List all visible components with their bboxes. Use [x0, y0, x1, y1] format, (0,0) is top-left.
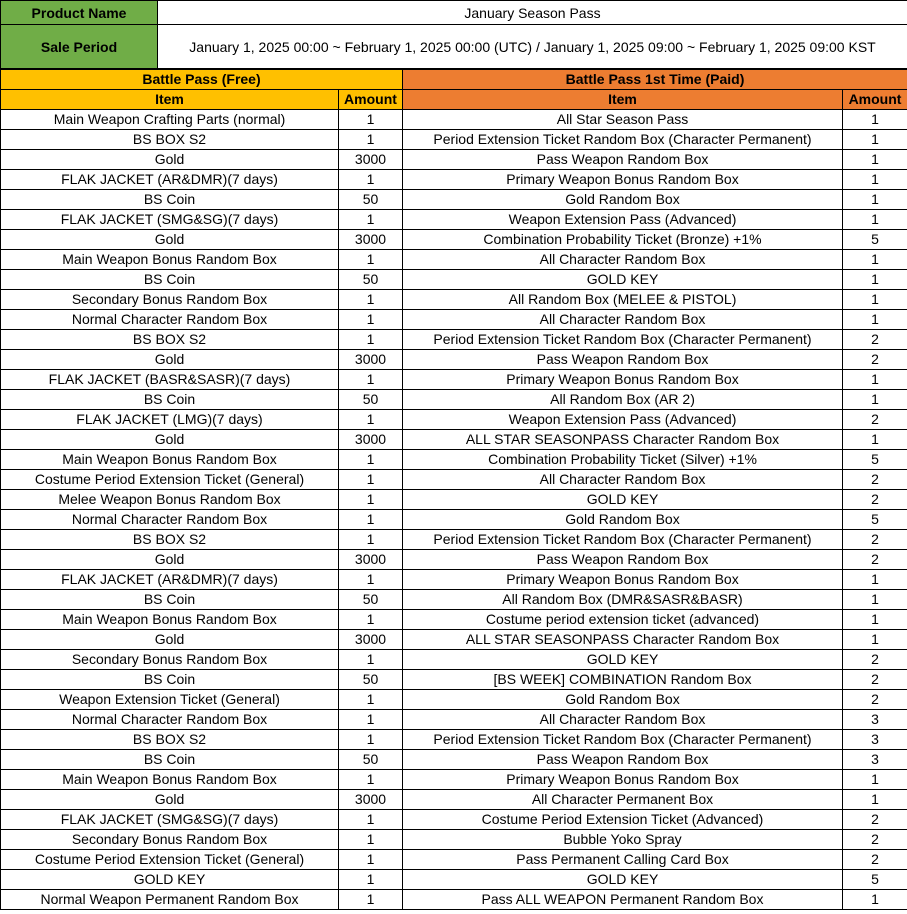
free-amount-cell: 50: [339, 270, 403, 290]
table-row: [1, 430, 907, 450]
paid-item-cell: All Character Random Box: [403, 470, 843, 490]
table-row: [1, 650, 907, 670]
table-row: [1, 790, 907, 810]
free-amount-cell: 1: [339, 570, 403, 590]
paid-item-cell: Primary Weapon Bonus Random Box: [403, 770, 843, 790]
free-amount-cell: 1: [339, 130, 403, 150]
paid-amount-cell: 2: [843, 850, 907, 870]
paid-amount-cell: 2: [843, 470, 907, 490]
paid-item-cell: All Random Box (MELEE & PISTOL): [403, 290, 843, 310]
paid-amount-cell: 1: [843, 790, 907, 810]
table-row: [1, 450, 907, 470]
paid-item-cell: Pass Weapon Random Box: [403, 350, 843, 370]
table-row: [1, 770, 907, 790]
paid-amount-cell: 2: [843, 490, 907, 510]
paid-item-cell: Combination Probability Ticket (Bronze) +1%: [403, 230, 843, 250]
free-item-cell: BS Coin: [1, 190, 339, 210]
paid-item-cell: All Random Box (DMR&SASR&BASR): [403, 590, 843, 610]
paid-amount-cell: 3: [843, 710, 907, 730]
paid-item-cell: ALL STAR SEASONPASS Character Random Box: [403, 630, 843, 650]
paid-item-cell: ALL STAR SEASONPASS Character Random Box: [403, 430, 843, 450]
items-table: [0, 69, 907, 910]
paid-amount-cell: 1: [843, 610, 907, 630]
sale-period-label: Sale Period: [1, 25, 158, 69]
paid-item-cell: Primary Weapon Bonus Random Box: [403, 370, 843, 390]
free-item-cell: Gold: [1, 430, 339, 450]
free-amount-cell: 1: [339, 770, 403, 790]
free-amount-cell: 1: [339, 710, 403, 730]
free-item-cell: Melee Weapon Bonus Random Box: [1, 490, 339, 510]
free-amount-cell: 3000: [339, 430, 403, 450]
free-item-cell: BS Coin: [1, 590, 339, 610]
paid-amount-cell: 5: [843, 510, 907, 530]
paid-item-cell: GOLD KEY: [403, 870, 843, 890]
paid-item-cell: Pass Weapon Random Box: [403, 150, 843, 170]
free-item-cell: Normal Weapon Permanent Random Box: [1, 890, 339, 910]
paid-item-cell: Costume Period Extension Ticket (Advanced): [403, 810, 843, 830]
paid-amount-cell: 2: [843, 650, 907, 670]
free-amount-cell: 3000: [339, 150, 403, 170]
paid-item-cell: Primary Weapon Bonus Random Box: [403, 570, 843, 590]
paid-item-cell: Pass ALL WEAPON Permanent Random Box: [403, 890, 843, 910]
table-row: [1, 330, 907, 350]
paid-amount-cell: 2: [843, 810, 907, 830]
free-item-cell: FLAK JACKET (AR&DMR)(7 days): [1, 170, 339, 190]
free-amount-cell: 1: [339, 610, 403, 630]
paid-item-cell: Primary Weapon Bonus Random Box: [403, 170, 843, 190]
paid-amount-cell: 5: [843, 450, 907, 470]
free-amount-cell: 3000: [339, 230, 403, 250]
paid-amount-cell: 1: [843, 130, 907, 150]
paid-amount-header: Amount: [843, 90, 907, 110]
paid-item-cell: Pass Weapon Random Box: [403, 550, 843, 570]
free-item-cell: Main Weapon Bonus Random Box: [1, 610, 339, 630]
table-row: [1, 310, 907, 330]
free-amount-cell: 1: [339, 210, 403, 230]
paid-item-cell: GOLD KEY: [403, 490, 843, 510]
free-item-cell: Secondary Bonus Random Box: [1, 290, 339, 310]
paid-amount-cell: 1: [843, 590, 907, 610]
paid-amount-cell: 2: [843, 530, 907, 550]
paid-amount-cell: 2: [843, 690, 907, 710]
paid-item-cell: [BS WEEK] COMBINATION Random Box: [403, 670, 843, 690]
paid-item-cell: Period Extension Ticket Random Box (Character Permanent): [403, 330, 843, 350]
free-item-cell: FLAK JACKET (LMG)(7 days): [1, 410, 339, 430]
table-row: [1, 190, 907, 210]
sale-period-value: January 1, 2025 00:00 ~ February 1, 2025 00:00 (UTC) / January 1, 2025 09:00 ~ February 1, 2025 09:00 KST: [158, 25, 907, 69]
paid-amount-cell: 2: [843, 550, 907, 570]
free-item-cell: BS BOX S2: [1, 530, 339, 550]
paid-item-cell: GOLD KEY: [403, 270, 843, 290]
paid-item-cell: Weapon Extension Pass (Advanced): [403, 410, 843, 430]
paid-amount-cell: 5: [843, 870, 907, 890]
table-row: [1, 410, 907, 430]
paid-amount-cell: 1: [843, 150, 907, 170]
paid-item-cell: GOLD KEY: [403, 650, 843, 670]
free-amount-cell: 1: [339, 510, 403, 530]
free-amount-cell: 1: [339, 410, 403, 430]
free-item-cell: BS Coin: [1, 670, 339, 690]
paid-item-cell: Gold Random Box: [403, 190, 843, 210]
free-amount-cell: 1: [339, 470, 403, 490]
free-item-cell: Gold: [1, 550, 339, 570]
table-row: [1, 850, 907, 870]
paid-amount-cell: 3: [843, 730, 907, 750]
table-row: [1, 630, 907, 650]
free-item-cell: FLAK JACKET (SMG&SG)(7 days): [1, 810, 339, 830]
paid-item-cell: Bubble Yoko Spray: [403, 830, 843, 850]
free-item-cell: Main Weapon Bonus Random Box: [1, 450, 339, 470]
paid-amount-cell: 1: [843, 890, 907, 910]
paid-item-cell: Costume period extension ticket (advanced): [403, 610, 843, 630]
paid-item-cell: All Character Random Box: [403, 250, 843, 270]
paid-item-cell: All Character Random Box: [403, 310, 843, 330]
free-item-cell: Gold: [1, 230, 339, 250]
table-row: [1, 690, 907, 710]
section-header-row: [1, 70, 907, 90]
free-amount-cell: 50: [339, 190, 403, 210]
table-row: [1, 530, 907, 550]
free-amount-cell: 3000: [339, 630, 403, 650]
product-name-label: Product Name: [1, 1, 158, 25]
paid-item-cell: All Random Box (AR 2): [403, 390, 843, 410]
table-row: [1, 590, 907, 610]
table-row: [1, 730, 907, 750]
free-amount-cell: 1: [339, 250, 403, 270]
free-item-cell: Main Weapon Crafting Parts (normal): [1, 110, 339, 130]
table-row: [1, 210, 907, 230]
paid-amount-cell: 1: [843, 430, 907, 450]
free-amount-cell: 1: [339, 170, 403, 190]
free-item-header: Item: [1, 90, 339, 110]
free-amount-cell: 1: [339, 530, 403, 550]
free-item-cell: Gold: [1, 630, 339, 650]
free-amount-cell: 1: [339, 110, 403, 130]
paid-amount-cell: 2: [843, 670, 907, 690]
table-row: [1, 170, 907, 190]
table-row: [1, 390, 907, 410]
free-item-cell: BS Coin: [1, 750, 339, 770]
free-item-cell: Costume Period Extension Ticket (General): [1, 470, 339, 490]
free-amount-header: Amount: [339, 90, 403, 110]
paid-amount-cell: 1: [843, 250, 907, 270]
free-amount-cell: 3000: [339, 350, 403, 370]
paid-item-header: Item: [403, 90, 843, 110]
product-name-value: January Season Pass: [158, 1, 907, 25]
table-row: [1, 550, 907, 570]
free-amount-cell: 1: [339, 310, 403, 330]
paid-amount-cell: 2: [843, 410, 907, 430]
free-item-cell: BS BOX S2: [1, 730, 339, 750]
paid-amount-cell: 3: [843, 750, 907, 770]
free-item-cell: Normal Character Random Box: [1, 710, 339, 730]
table-row: [1, 490, 907, 510]
table-row: [1, 870, 907, 890]
free-amount-cell: 1: [339, 490, 403, 510]
free-amount-cell: 1: [339, 290, 403, 310]
paid-amount-cell: 5: [843, 230, 907, 250]
paid-amount-cell: 1: [843, 570, 907, 590]
free-item-cell: Normal Character Random Box: [1, 310, 339, 330]
free-amount-cell: 50: [339, 750, 403, 770]
free-item-cell: Main Weapon Bonus Random Box: [1, 770, 339, 790]
free-item-cell: Costume Period Extension Ticket (General): [1, 850, 339, 870]
table-row: [1, 290, 907, 310]
table-row: [1, 230, 907, 250]
free-amount-cell: 1: [339, 890, 403, 910]
free-item-cell: FLAK JACKET (AR&DMR)(7 days): [1, 570, 339, 590]
paid-amount-cell: 1: [843, 390, 907, 410]
free-item-cell: Normal Character Random Box: [1, 510, 339, 530]
table-row: [1, 130, 907, 150]
paid-amount-cell: 1: [843, 170, 907, 190]
free-amount-cell: 1: [339, 830, 403, 850]
paid-item-cell: Period Extension Ticket Random Box (Character Permanent): [403, 530, 843, 550]
paid-amount-cell: 2: [843, 350, 907, 370]
table-row: [1, 270, 907, 290]
free-amount-cell: 1: [339, 850, 403, 870]
table-row: [1, 470, 907, 490]
free-amount-cell: 1: [339, 810, 403, 830]
paid-amount-cell: 1: [843, 770, 907, 790]
free-amount-cell: 1: [339, 450, 403, 470]
paid-item-cell: Weapon Extension Pass (Advanced): [403, 210, 843, 230]
table-row: [1, 510, 907, 530]
paid-item-cell: Pass Weapon Random Box: [403, 750, 843, 770]
free-item-cell: Gold: [1, 350, 339, 370]
paid-amount-cell: 1: [843, 630, 907, 650]
free-amount-cell: 3000: [339, 550, 403, 570]
paid-amount-cell: 1: [843, 370, 907, 390]
paid-item-cell: All Star Season Pass: [403, 110, 843, 130]
free-amount-cell: 1: [339, 730, 403, 750]
free-item-cell: GOLD KEY: [1, 870, 339, 890]
paid-item-cell: Period Extension Ticket Random Box (Character Permanent): [403, 730, 843, 750]
free-amount-cell: 3000: [339, 790, 403, 810]
table-row: [1, 670, 907, 690]
paid-amount-cell: 1: [843, 190, 907, 210]
free-pass-title: Battle Pass (Free): [1, 70, 403, 90]
paid-pass-title: Battle Pass 1st Time (Paid): [403, 70, 907, 90]
free-item-cell: FLAK JACKET (BASR&SASR)(7 days): [1, 370, 339, 390]
table-row: [1, 890, 907, 910]
free-item-cell: FLAK JACKET (SMG&SG)(7 days): [1, 210, 339, 230]
product-name-row: [1, 1, 907, 25]
paid-item-cell: All Character Permanent Box: [403, 790, 843, 810]
free-item-cell: BS Coin: [1, 390, 339, 410]
free-amount-cell: 1: [339, 690, 403, 710]
free-item-cell: BS BOX S2: [1, 130, 339, 150]
table-row: [1, 250, 907, 270]
table-row: [1, 370, 907, 390]
paid-amount-cell: 2: [843, 330, 907, 350]
sale-period-row: [1, 25, 907, 69]
paid-amount-cell: 1: [843, 110, 907, 130]
paid-item-cell: Gold Random Box: [403, 690, 843, 710]
items-table-body: [1, 110, 907, 910]
paid-amount-cell: 1: [843, 290, 907, 310]
free-amount-cell: 1: [339, 370, 403, 390]
paid-item-cell: Period Extension Ticket Random Box (Character Permanent): [403, 130, 843, 150]
table-row: [1, 570, 907, 590]
paid-amount-cell: 2: [843, 830, 907, 850]
table-row: [1, 750, 907, 770]
paid-amount-cell: 1: [843, 210, 907, 230]
free-item-cell: Gold: [1, 150, 339, 170]
paid-item-cell: Pass Permanent Calling Card Box: [403, 850, 843, 870]
table-row: [1, 710, 907, 730]
free-amount-cell: 50: [339, 390, 403, 410]
product-info-table: [0, 0, 907, 69]
free-item-cell: Weapon Extension Ticket (General): [1, 690, 339, 710]
free-amount-cell: 50: [339, 670, 403, 690]
table-row: [1, 610, 907, 630]
free-item-cell: Gold: [1, 790, 339, 810]
column-header-row: [1, 90, 907, 110]
table-row: [1, 830, 907, 850]
paid-item-cell: Gold Random Box: [403, 510, 843, 530]
free-amount-cell: 1: [339, 330, 403, 350]
paid-amount-cell: 1: [843, 310, 907, 330]
table-row: [1, 350, 907, 370]
free-amount-cell: 1: [339, 650, 403, 670]
paid-item-cell: Combination Probability Ticket (Silver) +1%: [403, 450, 843, 470]
free-amount-cell: 50: [339, 590, 403, 610]
table-row: [1, 810, 907, 830]
paid-amount-cell: 1: [843, 270, 907, 290]
free-item-cell: BS Coin: [1, 270, 339, 290]
free-amount-cell: 1: [339, 870, 403, 890]
table-row: [1, 150, 907, 170]
paid-item-cell: All Character Random Box: [403, 710, 843, 730]
free-item-cell: BS BOX S2: [1, 330, 339, 350]
table-row: [1, 110, 907, 130]
free-item-cell: Secondary Bonus Random Box: [1, 650, 339, 670]
free-item-cell: Main Weapon Bonus Random Box: [1, 250, 339, 270]
free-item-cell: Secondary Bonus Random Box: [1, 830, 339, 850]
